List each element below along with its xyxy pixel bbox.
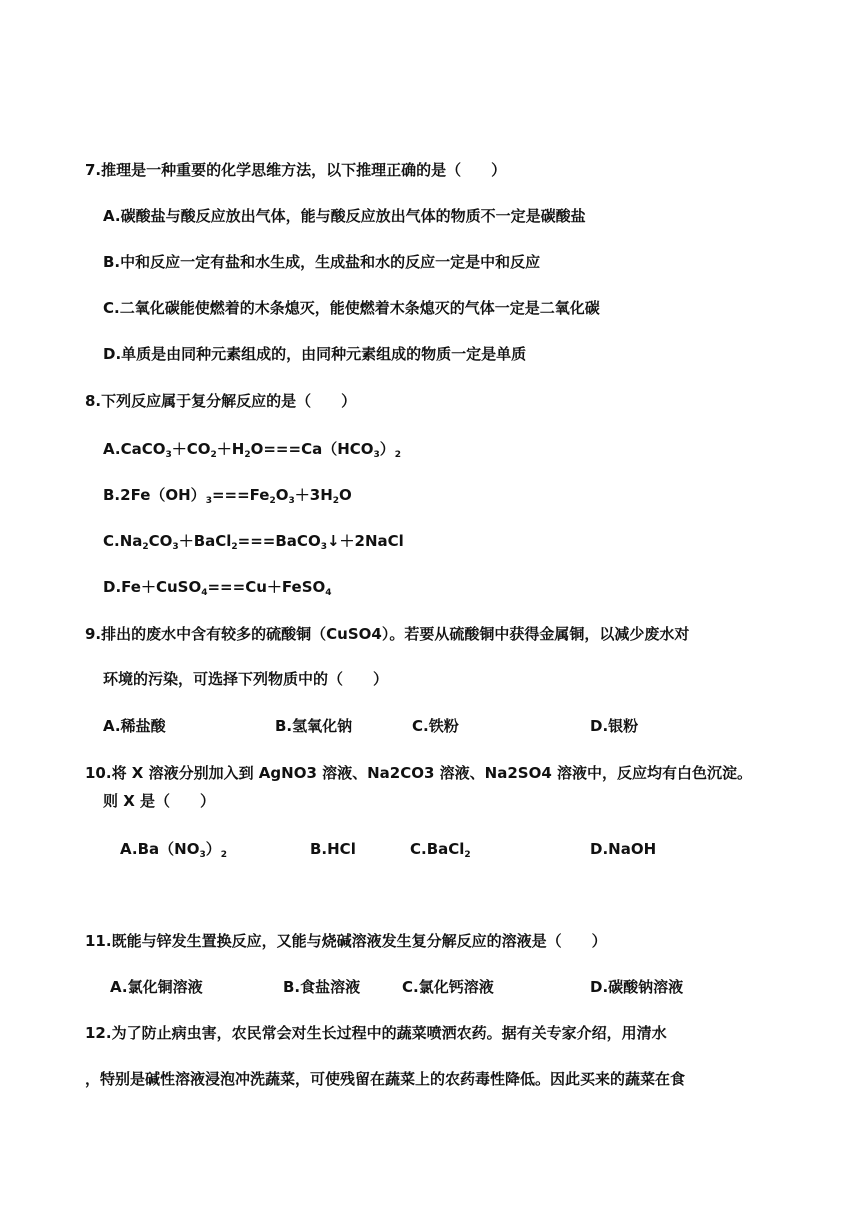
question-10-option-c: C.BaCl$_2$ (410, 840, 471, 860)
question-7-option-d: D.单质是由同种元素组成的，由同种元素组成的物质一定是单质 (103, 345, 527, 363)
question-12-stem-line-2: ，特别是碱性溶液浸泡冲洗蔬菜，可使残留在蔬菜上的农药毒性降低。因此买来的蔬菜在食 (85, 1070, 686, 1088)
question-7-option-c: C.二氧化碳能使燃着的木条熄灭，能使燃着木条熄灭的气体一定是二氧化碳 (103, 299, 600, 317)
question-11-stem: 11.既能与锌发生置换反应，又能与烧碱溶液发生复分解反应的溶液是（ ） (85, 932, 607, 950)
question-11-option-c: C.氯化钙溶液 (402, 978, 494, 996)
question-9-option-d: D.银粉 (590, 717, 639, 735)
question-7-option-a: A.碳酸盐与酸反应放出气体，能与酸反应放出气体的物质不一定是碳酸盐 (103, 207, 586, 225)
question-9-stem-line-2: 环境的污染，可选择下列物质中的（ ） (103, 670, 389, 688)
question-12-stem-line-1: 12.为了防止病虫害，农民常会对生长过程中的蔬菜喷洒农药。据有关专家介绍，用清水 (85, 1024, 667, 1042)
question-11-option-b: B.食盐溶液 (283, 978, 361, 996)
question-8-option-d: D.Fe＋CuSO$_4$===Cu＋FeSO$_4$ (103, 578, 332, 598)
question-10-option-d: D.NaOH (590, 840, 657, 858)
question-11-option-d: D.碳酸钠溶液 (590, 978, 684, 996)
question-11-option-a: A.氯化铜溶液 (110, 978, 203, 996)
question-10-option-a: $A.Ba(NO_3)_2$ (120, 840, 227, 860)
question-8-option-c: $C.Na_2CO_3+BaCl_2===BaCO_3↓+2NaCl$ (103, 532, 404, 552)
question-9-stem-line-1: 9.排出的废水中含有较多的硫酸铜（CuSO4）。若要从硫酸铜中获得金属铜，以减少废水对 (85, 625, 690, 643)
question-10-stem-line-1: 10.将 X 溶液分别加入到 AgNO3 溶液、Na2CO3 溶液、Na2SO4 溶液中，反应均有白色沉淀。 (85, 764, 752, 782)
question-9-option-c: C.铁粉 (412, 717, 459, 735)
question-10-option-b: B.HCl (310, 840, 356, 858)
question-9-option-a: A.稀盐酸 (103, 717, 166, 735)
question-8-option-a: $A.CaCO_3+CO_2+H_2O===Ca(HCO_3)_2$ (103, 440, 402, 460)
question-7-stem: 7.推理是一种重要的化学思维方法，以下推理正确的是（ ） (85, 161, 507, 179)
question-8-option-b: $B.2Fe(OH)_3===Fe_2O_3+3H_2O$ (103, 486, 352, 506)
question-10-stem-line-2: 则 X 是（ ） (103, 792, 216, 810)
question-8-stem: 8.下列反应属于复分解反应的是（ ） (85, 392, 357, 410)
question-9-option-b: B.氢氧化钠 (275, 717, 353, 735)
question-7-option-b: B.中和反应一定有盐和水生成，生成盐和水的反应一定是中和反应 (103, 253, 541, 271)
